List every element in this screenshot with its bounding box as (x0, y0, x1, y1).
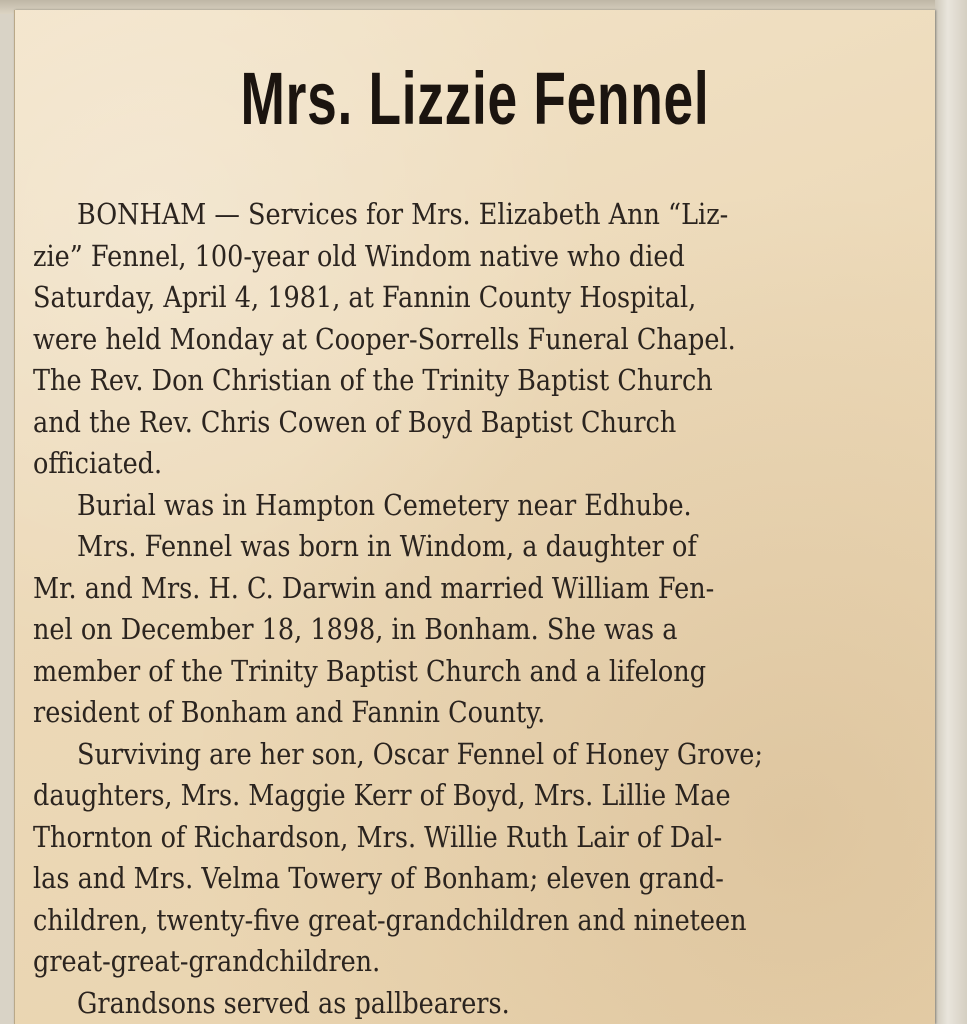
text-line: Thornton of Richardson, Mrs. Willie Ruth Lair of Dal- (33, 819, 723, 854)
text-line: Grandsons served as pallbearers. (77, 985, 510, 1020)
text-line: officiated. (33, 446, 163, 480)
text-line: Saturday, April 4, 1981, at Fannin County Hospital, (33, 280, 697, 314)
newspaper-clipping (14, 10, 935, 1024)
text-line: and the Rev. Chris Cowen of Boyd Baptist Church (33, 404, 677, 439)
text-line: Burial was in Hampton Cemetery near Edhube. (77, 487, 692, 522)
text-line: Mr. and Mrs. H. C. Darwin and married William Fen- (33, 570, 715, 605)
obituary-headline: Mrs. Lizzie Fennel (240, 57, 710, 140)
backing-page-right-edge (935, 0, 967, 1024)
text-line: member of the Trinity Baptist Church and a lifelong (33, 653, 707, 688)
text-line: children, twenty-five great-grandchildren and nineteen (33, 902, 747, 937)
text-line: Surviving are her son, Oscar Fennel of Honey Grove; (77, 736, 763, 771)
obituary-body (33, 194, 933, 1024)
text-line: Mrs. Fennel was born in Windom, a daughter of (77, 529, 697, 563)
text-line: resident of Bonham and Fannin County. (33, 695, 546, 729)
text-line: were held Monday at Cooper-Sorrells Funeral Chapel. (33, 321, 736, 356)
text-line: zie” Fennel, 100-year old Windom native who died (33, 238, 685, 273)
text-line: The Rev. Don Christian of the Trinity Baptist Church (33, 363, 713, 397)
text-line: daughters, Mrs. Maggie Kerr of Boyd, Mrs. Lillie Mae (33, 778, 731, 812)
text-line: las and Mrs. Velma Towery of Bonham; eleven grand- (33, 861, 724, 895)
text-line: great-great-grandchildren. (33, 944, 381, 978)
text-line: BONHAM — Services for Mrs. Elizabeth Ann “Liz- (77, 197, 729, 231)
text-line: nel on December 18, 1898, in Bonham. She was a (33, 612, 678, 646)
